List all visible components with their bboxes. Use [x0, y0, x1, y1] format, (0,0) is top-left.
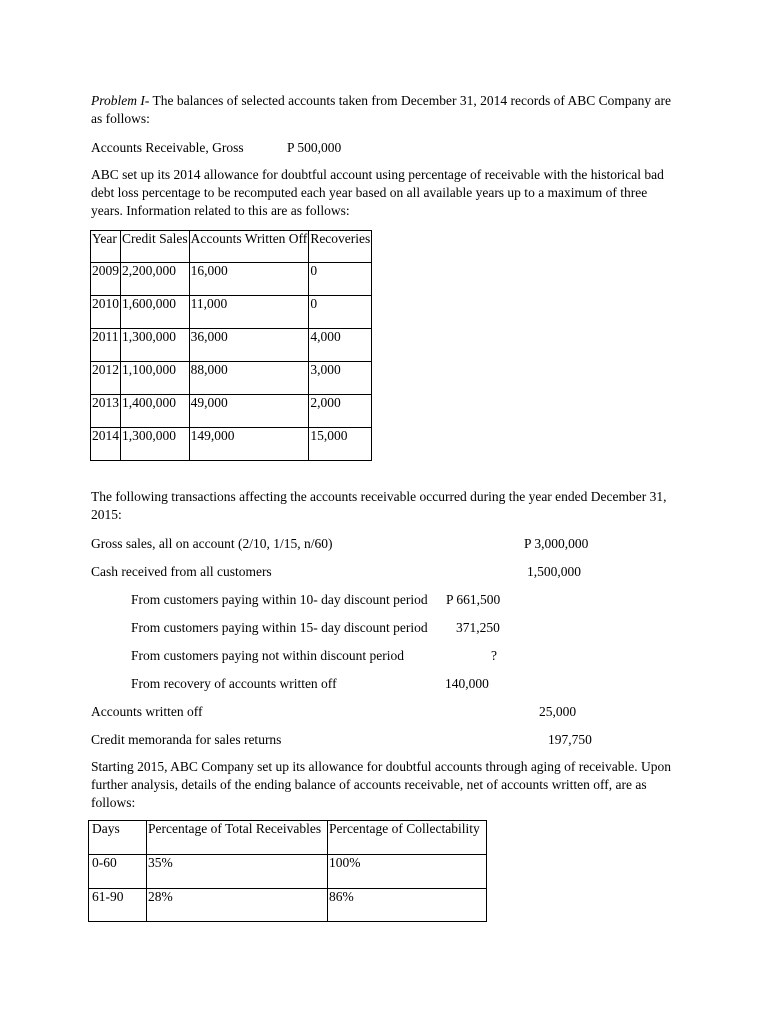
history-header-recoveries: Recoveries: [309, 231, 372, 263]
sub-item-label: From recovery of accounts written off: [131, 676, 337, 691]
history-cell: 36,000: [189, 329, 309, 362]
aging-cell: 0-60: [89, 855, 147, 889]
history-cell: 2,200,000: [121, 263, 190, 296]
sub-item-value: 140,000: [445, 676, 489, 691]
history-cell: 1,400,000: [121, 395, 190, 428]
history-cell: 2012: [91, 362, 121, 395]
history-cell: 1,100,000: [121, 362, 190, 395]
ar-gross-value: P 500,000: [287, 140, 342, 155]
credit-memo-value: 197,750: [548, 732, 592, 747]
sub-item-label: From customers paying within 15- day discount period: [131, 620, 428, 635]
sub-item-value: 371,250: [456, 620, 500, 635]
history-cell: 149,000: [189, 428, 309, 461]
history-cell: 2,000: [309, 395, 372, 428]
gross-sales-label: Gross sales, all on account (2/10, 1/15, n/60): [91, 536, 333, 551]
history-cell: 1,300,000: [121, 329, 190, 362]
problem-intro: [91, 92, 671, 128]
history-cell: 2010: [91, 296, 121, 329]
aging-cell: 61-90: [89, 889, 147, 922]
written-off-value: 25,000: [539, 704, 577, 719]
table-row: [89, 855, 487, 889]
table-row: [91, 362, 372, 395]
history-header-credit-sales: Credit Sales: [121, 231, 190, 263]
sub-item-value: ?: [491, 648, 497, 663]
written-off-label: Accounts written off: [91, 704, 203, 719]
history-cell: 1,300,000: [121, 428, 190, 461]
cash-received-label: Cash received from all customers: [91, 564, 272, 579]
history-header-written-off: Accounts Written Off: [189, 231, 309, 263]
ar-gross-label: Accounts Receivable, Gross: [91, 140, 244, 155]
aging-table: [88, 820, 487, 922]
sub-item-label: From customers paying not within discount period: [131, 648, 404, 663]
history-cell: 16,000: [189, 263, 309, 296]
history-header-row: [91, 231, 372, 263]
history-cell: 1,600,000: [121, 296, 190, 329]
table-row: [91, 428, 372, 461]
history-cell: 2009: [91, 263, 121, 296]
aging-cell: 28%: [147, 889, 328, 922]
history-cell: 0: [309, 263, 372, 296]
history-cell: 49,000: [189, 395, 309, 428]
history-cell: 0: [309, 296, 372, 329]
history-cell: 2011: [91, 329, 121, 362]
aging-cell: 35%: [147, 855, 328, 889]
table-row: [89, 889, 487, 922]
aging-cell: 86%: [328, 889, 487, 922]
aging-header-days: Days: [89, 821, 147, 855]
gross-sales-value: P 3,000,000: [524, 536, 589, 551]
aging-header-pct-total: Percentage of Total Receivables: [147, 821, 328, 855]
aging-paragraph: Starting 2015, ABC Company set up its allowance for doubtful accounts through aging of receivable. Upon further analysis, details of the ending balance of accounts receivable, net of accounts written off, are as follows:: [91, 759, 672, 810]
aging-header-collectability: Percentage of Collectability: [328, 821, 487, 855]
history-table: [90, 230, 372, 461]
sub-item-label: From customers paying within 10- day discount period: [131, 592, 428, 607]
transactions-intro: The following transactions affecting the accounts receivable occurred during the year ended December 31, 2015:: [91, 489, 667, 522]
table-row: [91, 296, 372, 329]
history-cell: 2014: [91, 428, 121, 461]
history-cell: 3,000: [309, 362, 372, 395]
history-cell: 4,000: [309, 329, 372, 362]
history-cell: 15,000: [309, 428, 372, 461]
table-row: [91, 263, 372, 296]
table-row: [91, 395, 372, 428]
aging-header-row: [89, 821, 487, 855]
aging-cell: 100%: [328, 855, 487, 889]
problem-intro-text: The balances of selected accounts taken from December 31, 2014 records of ABC Company are as follows:: [91, 93, 671, 126]
problem-label: Problem I-: [91, 93, 150, 108]
cash-received-value: 1,500,000: [527, 564, 581, 579]
history-cell: 11,000: [189, 296, 309, 329]
history-header-year: Year: [91, 231, 121, 263]
setup-paragraph: ABC set up its 2014 allowance for doubtful account using percentage of receivable with the historical bad debt loss percentage to be recomputed each year based on all available years up to a maximum of three years. Information related to this are as follows:: [91, 167, 664, 218]
history-cell: 88,000: [189, 362, 309, 395]
credit-memo-label: Credit memoranda for sales returns: [91, 732, 282, 747]
sub-item-value: P 661,500: [446, 592, 501, 607]
history-cell: 2013: [91, 395, 121, 428]
table-row: [91, 329, 372, 362]
